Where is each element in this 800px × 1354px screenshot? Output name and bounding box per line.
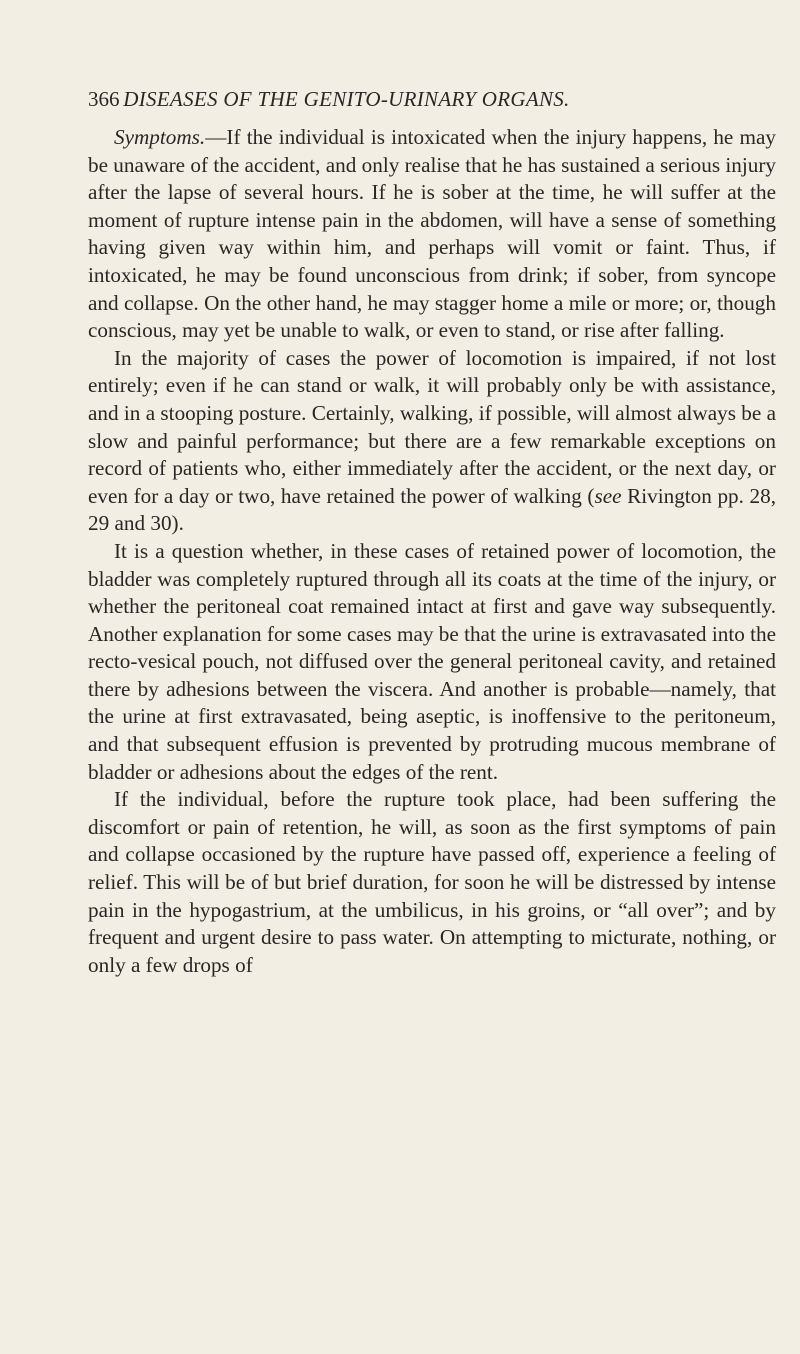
page-number: 366 [88, 87, 120, 111]
section-lead: Symptoms. [114, 125, 206, 149]
paragraph-text: —If the individual is intoxicated when the injury happens, he may be unaware of the accident, and only realise that he has sustained a serious injury after the lapse of several hours. If he is sober at the time, he will suffer at the moment of rupture intense pain in the abdomen, will have a sense of something having given way within him, and perhaps will vomit or faint. Thus, if intoxicated, he may be found unconscious from drink; if sober, from syncope and collapse. On the other hand, he may stagger home a mile or more; or, though conscious, may yet be unable to walk, or even to stand, or rise after falling. [88, 125, 776, 343]
see-reference: see [594, 483, 622, 508]
paragraph-question [88, 538, 776, 786]
paragraph-locomotion [88, 345, 776, 538]
body-text [88, 124, 776, 979]
paragraph-text: In the majority of cases the power of locomotion is impaired, if not lost entirely; even if he can stand or walk, it will probably only be with assistance, and in a stooping posture. Certainly, walking, if possible, will almost always be a slow and painful performance; but there are a few remarkable exceptions on record of patients who, either immediately after the accident, or the next day, or even for a day or two, have retained the power of walking ( [88, 345, 776, 508]
running-title: DISEASES OF THE GENITO-URINARY ORGANS. [123, 87, 570, 111]
paragraph-symptoms [88, 124, 776, 345]
running-header [88, 86, 788, 112]
paragraph-text-cont: Rivington pp. 28, 29 and 30). [88, 483, 776, 536]
paragraph-text: It is a question whether, in these cases of retained power of locomotion, the bladder was completely ruptured through all its coats at the time of the injury, or whether the peritoneal coat remained intact at first and gave way subsequently. Another explanation for some cases may be that the urine is extravasated into the recto-vesical pouch, not diffused over the general peritoneal cavity, and retained there by adhesions between the viscera. And another is probable—namely, that the urine at first extravasated, being aseptic, is inoffensive to the peritoneum, and that subsequent effusion is prevented by protruding mucous membrane of bladder or adhesions about the edges of the rent. [88, 538, 776, 784]
paragraph-retention [88, 786, 776, 979]
paragraph-text: If the individual, before the rupture took place, had been suffering the discomfort or pain of retention, he will, as soon as the first symptoms of pain and collapse occasioned by the rupture have passed off, experience a feeling of relief. This will be of but brief duration, for soon he will be distressed by intense pain in the hypogastrium, at the umbilicus, in his groins, or “all over”; and by frequent and urgent desire to pass water. On attempting to micturate, nothing, or only a few drops of [88, 787, 776, 977]
